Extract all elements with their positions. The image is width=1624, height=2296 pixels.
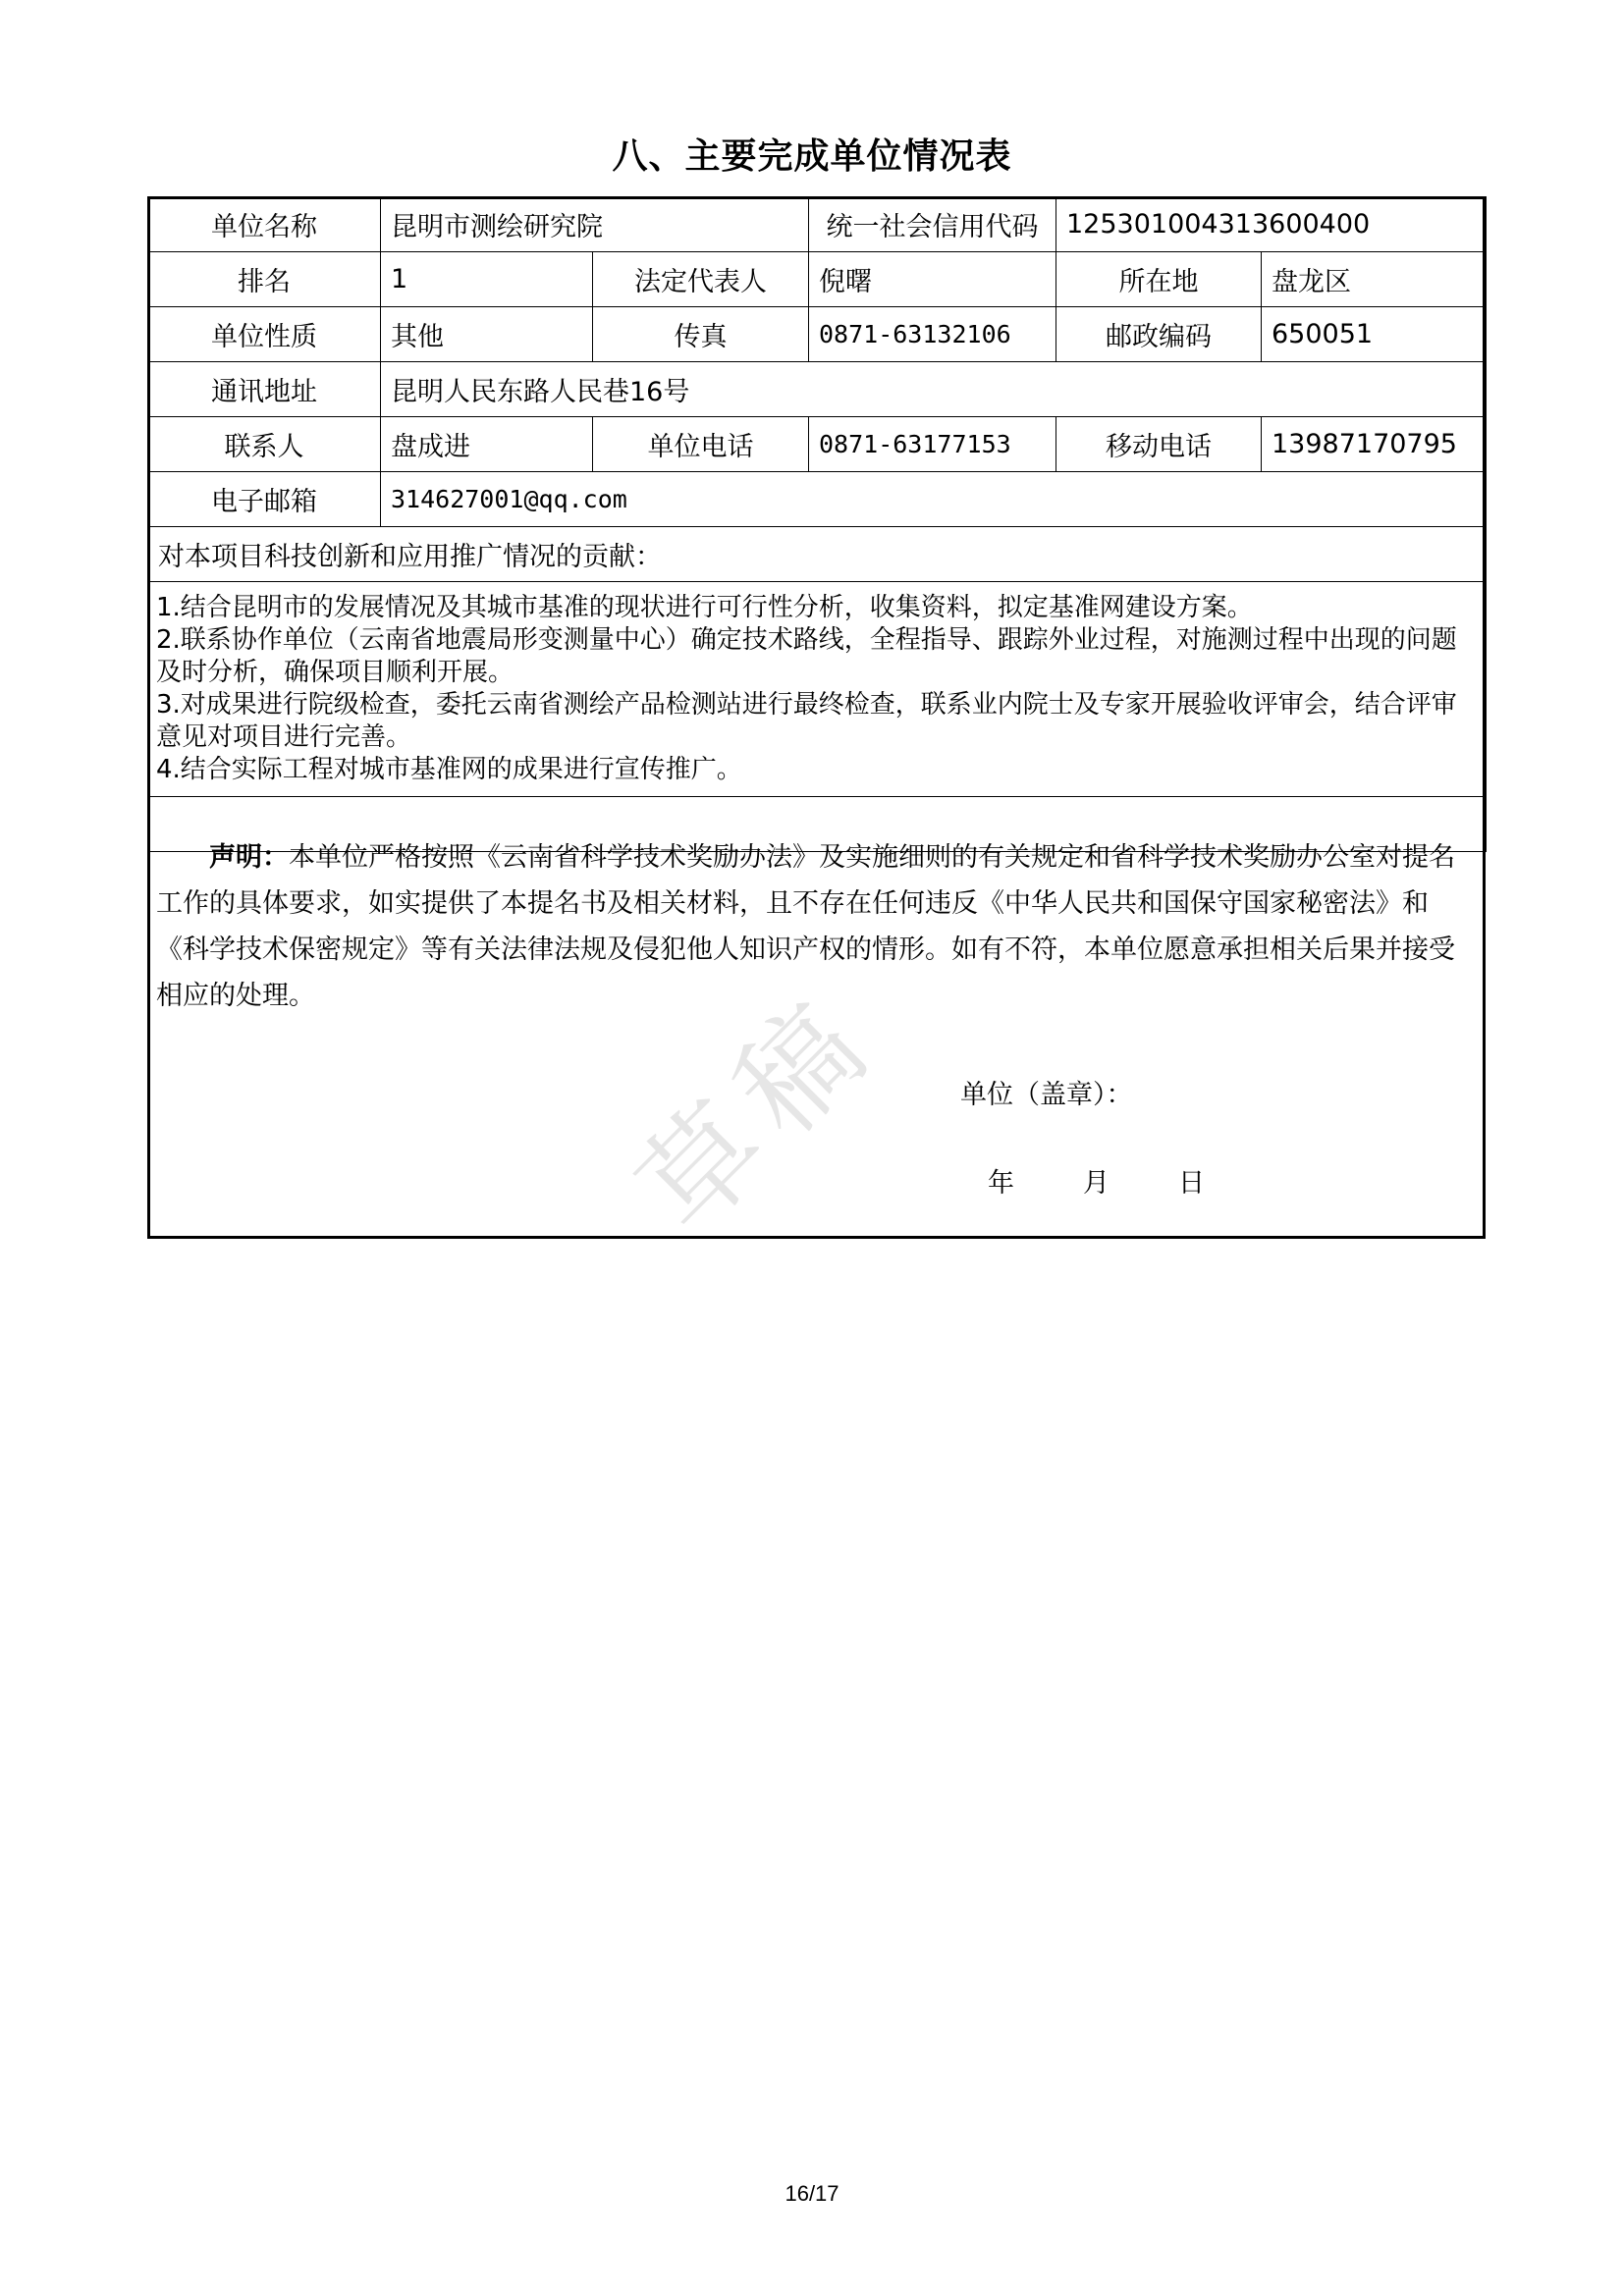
location-value: 盘龙区 <box>1262 252 1487 307</box>
unit-name-label: 单位名称 <box>148 197 381 252</box>
unit-name-value: 昆明市测绘研究院 <box>381 197 809 252</box>
unit-type-value: 其他 <box>381 307 593 362</box>
unit-phone-label: 单位电话 <box>593 417 809 472</box>
contribution-heading: 对本项目科技创新和应用推广情况的贡献： <box>148 527 1487 582</box>
rank-value: 1 <box>381 252 593 307</box>
table-row <box>148 307 1487 362</box>
unit-type-label: 单位性质 <box>148 307 381 362</box>
contact-value: 盘成进 <box>381 417 593 472</box>
draft-watermark: 草稿 <box>613 967 904 1258</box>
table-row <box>148 362 1487 417</box>
postcode-value: 650051 <box>1262 307 1487 362</box>
contribution-item: 2.联系协作单位（云南省地震局形变测量中心）确定技术路线，全程指导、跟踪外业过程，对施测过程中出现的问题及时分析，确保项目顺利开展。 <box>156 625 1457 687</box>
legal-rep-value: 倪曙 <box>809 252 1056 307</box>
contact-label: 联系人 <box>148 417 381 472</box>
fax-label: 传真 <box>593 307 809 362</box>
year-label: 年 <box>988 1168 1014 1199</box>
page-title: 八、主要完成单位情况表 <box>612 136 1012 177</box>
email-label: 电子邮箱 <box>148 472 381 527</box>
address-label: 通讯地址 <box>148 362 381 417</box>
seal-label: 单位（盖章）： <box>960 1080 1133 1110</box>
unit-phone-value: 0871-63177153 <box>809 417 1056 472</box>
contribution-item: 3.对成果进行院级检查，委托云南省测绘产品检测站进行最终检查，联系业内院士及专家开展验收评审会，结合评审意见对项目进行完善。 <box>156 690 1457 752</box>
table-row <box>148 797 1487 852</box>
contribution-item: 1.结合昆明市的发展情况及其城市基准的现状进行可行性分析，收集资料，拟定基准网建设方案。 <box>156 593 1253 622</box>
table-row <box>148 527 1487 582</box>
table-row <box>148 252 1487 307</box>
declaration-text <box>156 834 1476 1019</box>
table-row <box>148 197 1487 252</box>
page-number: 16/17 <box>785 2181 839 2206</box>
contribution-body <box>148 582 1487 797</box>
address-value: 昆明人民东路人民巷16号 <box>381 362 1487 417</box>
table-row <box>148 582 1487 797</box>
day-label: 日 <box>1178 1168 1205 1199</box>
mobile-value: 13987170795 <box>1262 417 1487 472</box>
rank-label: 排名 <box>148 252 381 307</box>
fax-value: 0871-63132106 <box>809 307 1056 362</box>
declaration-body: 本单位严格按照《云南省科学技术奖励办法》及实施细则的有关规定和省科学技术奖励办公室对提名工作的具体要求，如实提供了本提名书及相关材料，且不存在任何违反《中华人民共和国保守国家秘密法》和《科学技术保密规定》等有关法律法规及侵犯他人知识产权的情形。如有不符，本单位愿意承担相关后果并接受相应的处理。 <box>156 842 1455 1011</box>
table-row <box>148 417 1487 472</box>
credit-code-label: 统一社会信用代码 <box>809 197 1056 252</box>
legal-rep-label: 法定代表人 <box>593 252 809 307</box>
month-label: 月 <box>1083 1168 1110 1199</box>
table-row <box>148 472 1487 527</box>
email-value: 314627001@qq.com <box>381 472 1487 527</box>
postcode-label: 邮政编码 <box>1056 307 1262 362</box>
contribution-item: 4.结合实际工程对城市基准网的成果进行宣传推广。 <box>156 755 742 784</box>
date-line <box>988 1161 1273 1200</box>
declaration-label: 声明： <box>209 842 289 873</box>
location-label: 所在地 <box>1056 252 1262 307</box>
credit-code-value: 125301004313600400 <box>1056 197 1487 252</box>
mobile-label: 移动电话 <box>1056 417 1262 472</box>
